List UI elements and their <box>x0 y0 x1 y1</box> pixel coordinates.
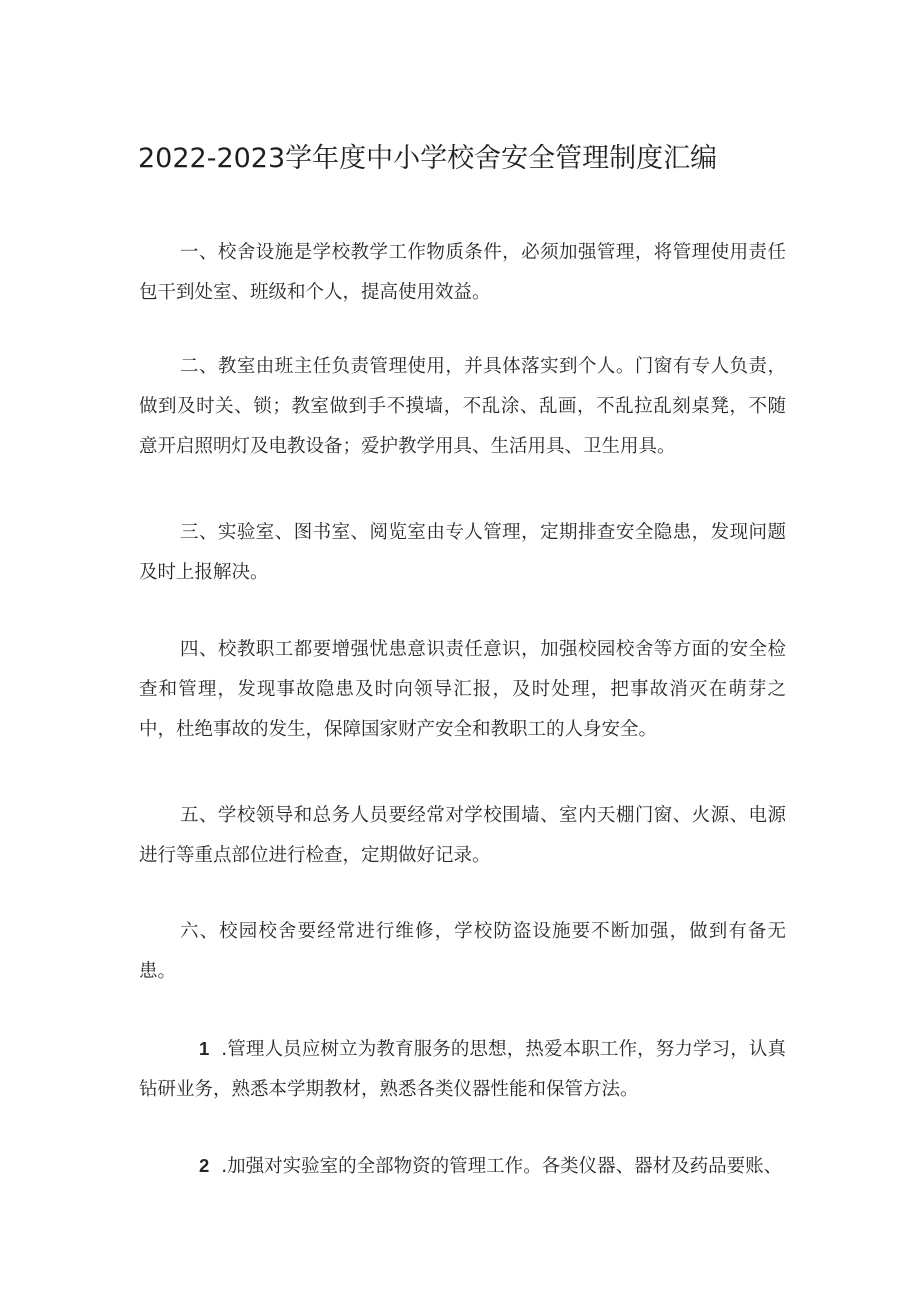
numbered-item-1 <box>139 1029 786 1110</box>
numbered-item-2 <box>139 1146 786 1187</box>
paragraph-2: 二、教室由班主任负责管理使用，并具体落实到个人。门窗有专人负责，做到及时关、锁；教室做到手不摸墙，不乱涂、乱画，不乱拉乱刻桌凳，不随意开启照明灯及电教设备；爱护教学用具、生活用具、卫生用具。 <box>139 356 786 457</box>
paragraph-4: 四、校教职工都要增强忧患意识责任意识，加强校园校舍等方面的安全检查和管理，发现事故隐患及时向领导汇报，及时处理，把事故消灭在萌芽之中，杜绝事故的发生，保障国家财产安全和教职工的人身安全。 <box>139 639 786 740</box>
item-text: .管理人员应树立为教育服务的思想，热爱本职工作，努力学习，认真钻研业务，熟悉本学期教材，熟悉各类仪器性能和保管方法。 <box>139 1039 786 1100</box>
item-number: 2 <box>199 1155 210 1176</box>
item-number: 1 <box>199 1038 210 1059</box>
paragraph-5: 五、学校领导和总务人员要经常对学校围墙、室内天棚门窗、火源、电源进行等重点部位进行检查，定期做好记录。 <box>139 805 786 866</box>
paragraph-3: 三、实验室、图书室、阅览室由专人管理，定期排查安全隐患，发现问题及时上报解决。 <box>139 522 786 583</box>
document-title: 2022-2023学年度中小学校舍安全管理制度汇编 <box>138 143 718 174</box>
paragraph-1: 一、校舍设施是学校教学工作物质条件，必须加强管理，将管理使用责任包干到处室、班级和个人，提高使用效益。 <box>139 242 786 303</box>
item-text: .加强对实验室的全部物资的管理工作。各类仪器、器材及药品要账、 <box>221 1156 783 1177</box>
paragraph-6: 六、校园校舍要经常进行维修，学校防盗设施要不断加强，做到有备无患。 <box>139 921 786 982</box>
